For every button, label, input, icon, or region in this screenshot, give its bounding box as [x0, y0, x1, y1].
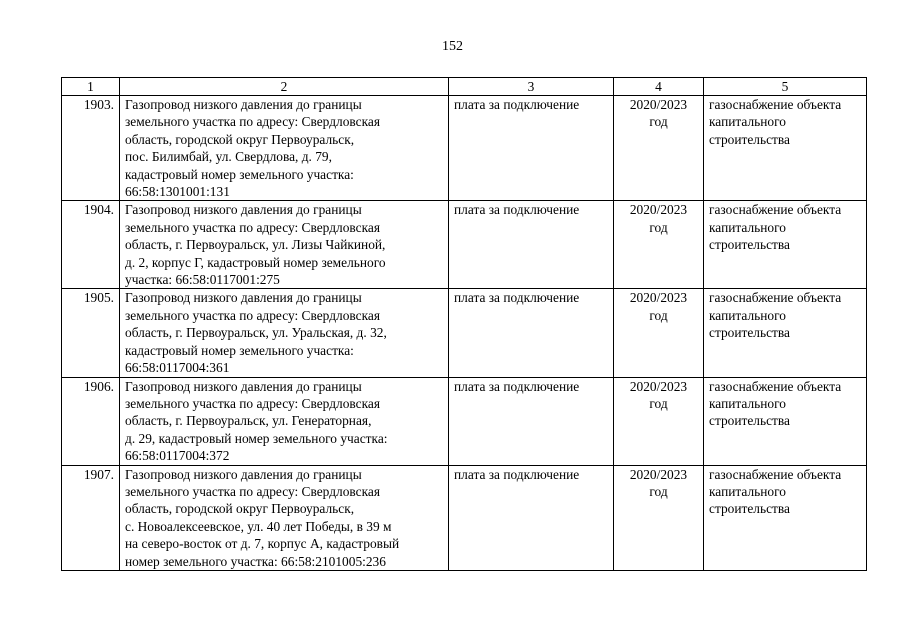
- object-description: [120, 96, 449, 201]
- period-unit: год: [649, 114, 668, 130]
- object-description: [120, 289, 449, 377]
- description-line: номер земельного участка: 66:58:2101005:236: [125, 553, 386, 569]
- purpose-line: капитального: [709, 219, 786, 235]
- period-cell: [614, 465, 704, 570]
- payment-type: плата за подключение: [449, 465, 614, 570]
- object-description: [120, 465, 449, 570]
- object-description: [120, 201, 449, 289]
- table-header-row: [62, 78, 867, 96]
- payment-type: плата за подключение: [449, 289, 614, 377]
- purpose-cell: [704, 96, 867, 201]
- description-line: область, городской округ Первоуральск,: [125, 501, 355, 517]
- period-cell: [614, 289, 704, 377]
- table-row: [62, 377, 867, 465]
- page-number: 152: [442, 39, 463, 54]
- description-line: 66:58:0117004:372: [125, 448, 230, 464]
- description-line: область, городской округ Первоуральск,: [125, 131, 355, 147]
- row-number: 1904.: [62, 201, 120, 289]
- payment-type: плата за подключение: [449, 201, 614, 289]
- purpose-line: капитального: [709, 483, 786, 499]
- purpose-line: газоснабжение объекта: [709, 290, 842, 306]
- description-line: с. Новоалексеевское, ул. 40 лет Победы, в 39 м: [125, 518, 392, 534]
- purpose-cell: [704, 289, 867, 377]
- purpose-line: газоснабжение объекта: [709, 378, 842, 394]
- purpose-line: газоснабжение объекта: [709, 202, 842, 218]
- description-line: область, г. Первоуральск, ул. Лизы Чайкиной,: [125, 237, 386, 253]
- description-line: д. 2, корпус Г, кадастровый номер земельного: [125, 254, 386, 270]
- column-header: 1: [62, 78, 120, 96]
- purpose-line: капитального: [709, 114, 786, 130]
- purpose-line: строительства: [709, 131, 790, 147]
- description-line: область, г. Первоуральск, ул. Уральская, д. 32,: [125, 325, 387, 341]
- period-years: 2020/2023: [629, 290, 688, 306]
- purpose-line: строительства: [709, 501, 790, 517]
- period-years: 2020/2023: [629, 466, 688, 482]
- period-unit: год: [649, 307, 668, 323]
- registry-table: [61, 77, 867, 571]
- object-description: [120, 377, 449, 465]
- description-line: Газопровод низкого давления до границы: [125, 290, 362, 306]
- description-line: Газопровод низкого давления до границы: [125, 378, 362, 394]
- purpose-line: капитального: [709, 307, 786, 323]
- table-row: [62, 465, 867, 570]
- purpose-line: строительства: [709, 413, 790, 429]
- payment-type: плата за подключение: [449, 96, 614, 201]
- period-years: 2020/2023: [629, 378, 688, 394]
- purpose-cell: [704, 465, 867, 570]
- purpose-cell: [704, 377, 867, 465]
- description-line: земельного участка по адресу: Свердловская: [125, 307, 380, 323]
- row-number: 1907.: [62, 465, 120, 570]
- purpose-line: капитального: [709, 395, 786, 411]
- description-line: д. 29, кадастровый номер земельного участка:: [125, 430, 388, 446]
- description-line: Газопровод низкого давления до границы: [125, 97, 362, 112]
- description-line: кадастровый номер земельного участка:: [125, 342, 354, 358]
- description-line: кадастровый номер земельного участка:: [125, 166, 354, 182]
- period-unit: год: [649, 219, 668, 235]
- description-line: земельного участка по адресу: Свердловская: [125, 219, 380, 235]
- period-cell: [614, 201, 704, 289]
- column-header: 3: [449, 78, 614, 96]
- period-cell: [614, 96, 704, 201]
- period-years: 2020/2023: [629, 202, 688, 218]
- period-unit: год: [649, 483, 668, 499]
- payment-type: плата за подключение: [449, 377, 614, 465]
- description-line: участка: 66:58:0117001:275: [125, 272, 280, 288]
- description-line: земельного участка по адресу: Свердловская: [125, 114, 380, 130]
- period-years: 2020/2023: [629, 97, 688, 112]
- purpose-line: газоснабжение объекта: [709, 466, 842, 482]
- row-number: 1903.: [62, 96, 120, 201]
- purpose-line: строительства: [709, 237, 790, 253]
- column-header: 2: [120, 78, 449, 96]
- description-line: Газопровод низкого давления до границы: [125, 466, 362, 482]
- purpose-cell: [704, 201, 867, 289]
- period-unit: год: [649, 395, 668, 411]
- purpose-line: газоснабжение объекта: [709, 97, 842, 112]
- table-row: [62, 96, 867, 201]
- description-line: земельного участка по адресу: Свердловская: [125, 483, 380, 499]
- description-line: земельного участка по адресу: Свердловская: [125, 395, 380, 411]
- description-line: 66:58:1301001:131: [125, 184, 230, 200]
- purpose-line: строительства: [709, 325, 790, 341]
- period-cell: [614, 377, 704, 465]
- description-line: пос. Билимбай, ул. Свердлова, д. 79,: [125, 149, 332, 165]
- description-line: на северо-восток от д. 7, корпус А, кадастровый: [125, 536, 400, 552]
- table-row: [62, 201, 867, 289]
- description-line: область, г. Первоуральск, ул. Генераторная,: [125, 413, 372, 429]
- column-header: 4: [614, 78, 704, 96]
- description-line: 66:58:0117004:361: [125, 360, 230, 376]
- description-line: Газопровод низкого давления до границы: [125, 202, 362, 218]
- table-row: [62, 289, 867, 377]
- row-number: 1905.: [62, 289, 120, 377]
- row-number: 1906.: [62, 377, 120, 465]
- column-header: 5: [704, 78, 867, 96]
